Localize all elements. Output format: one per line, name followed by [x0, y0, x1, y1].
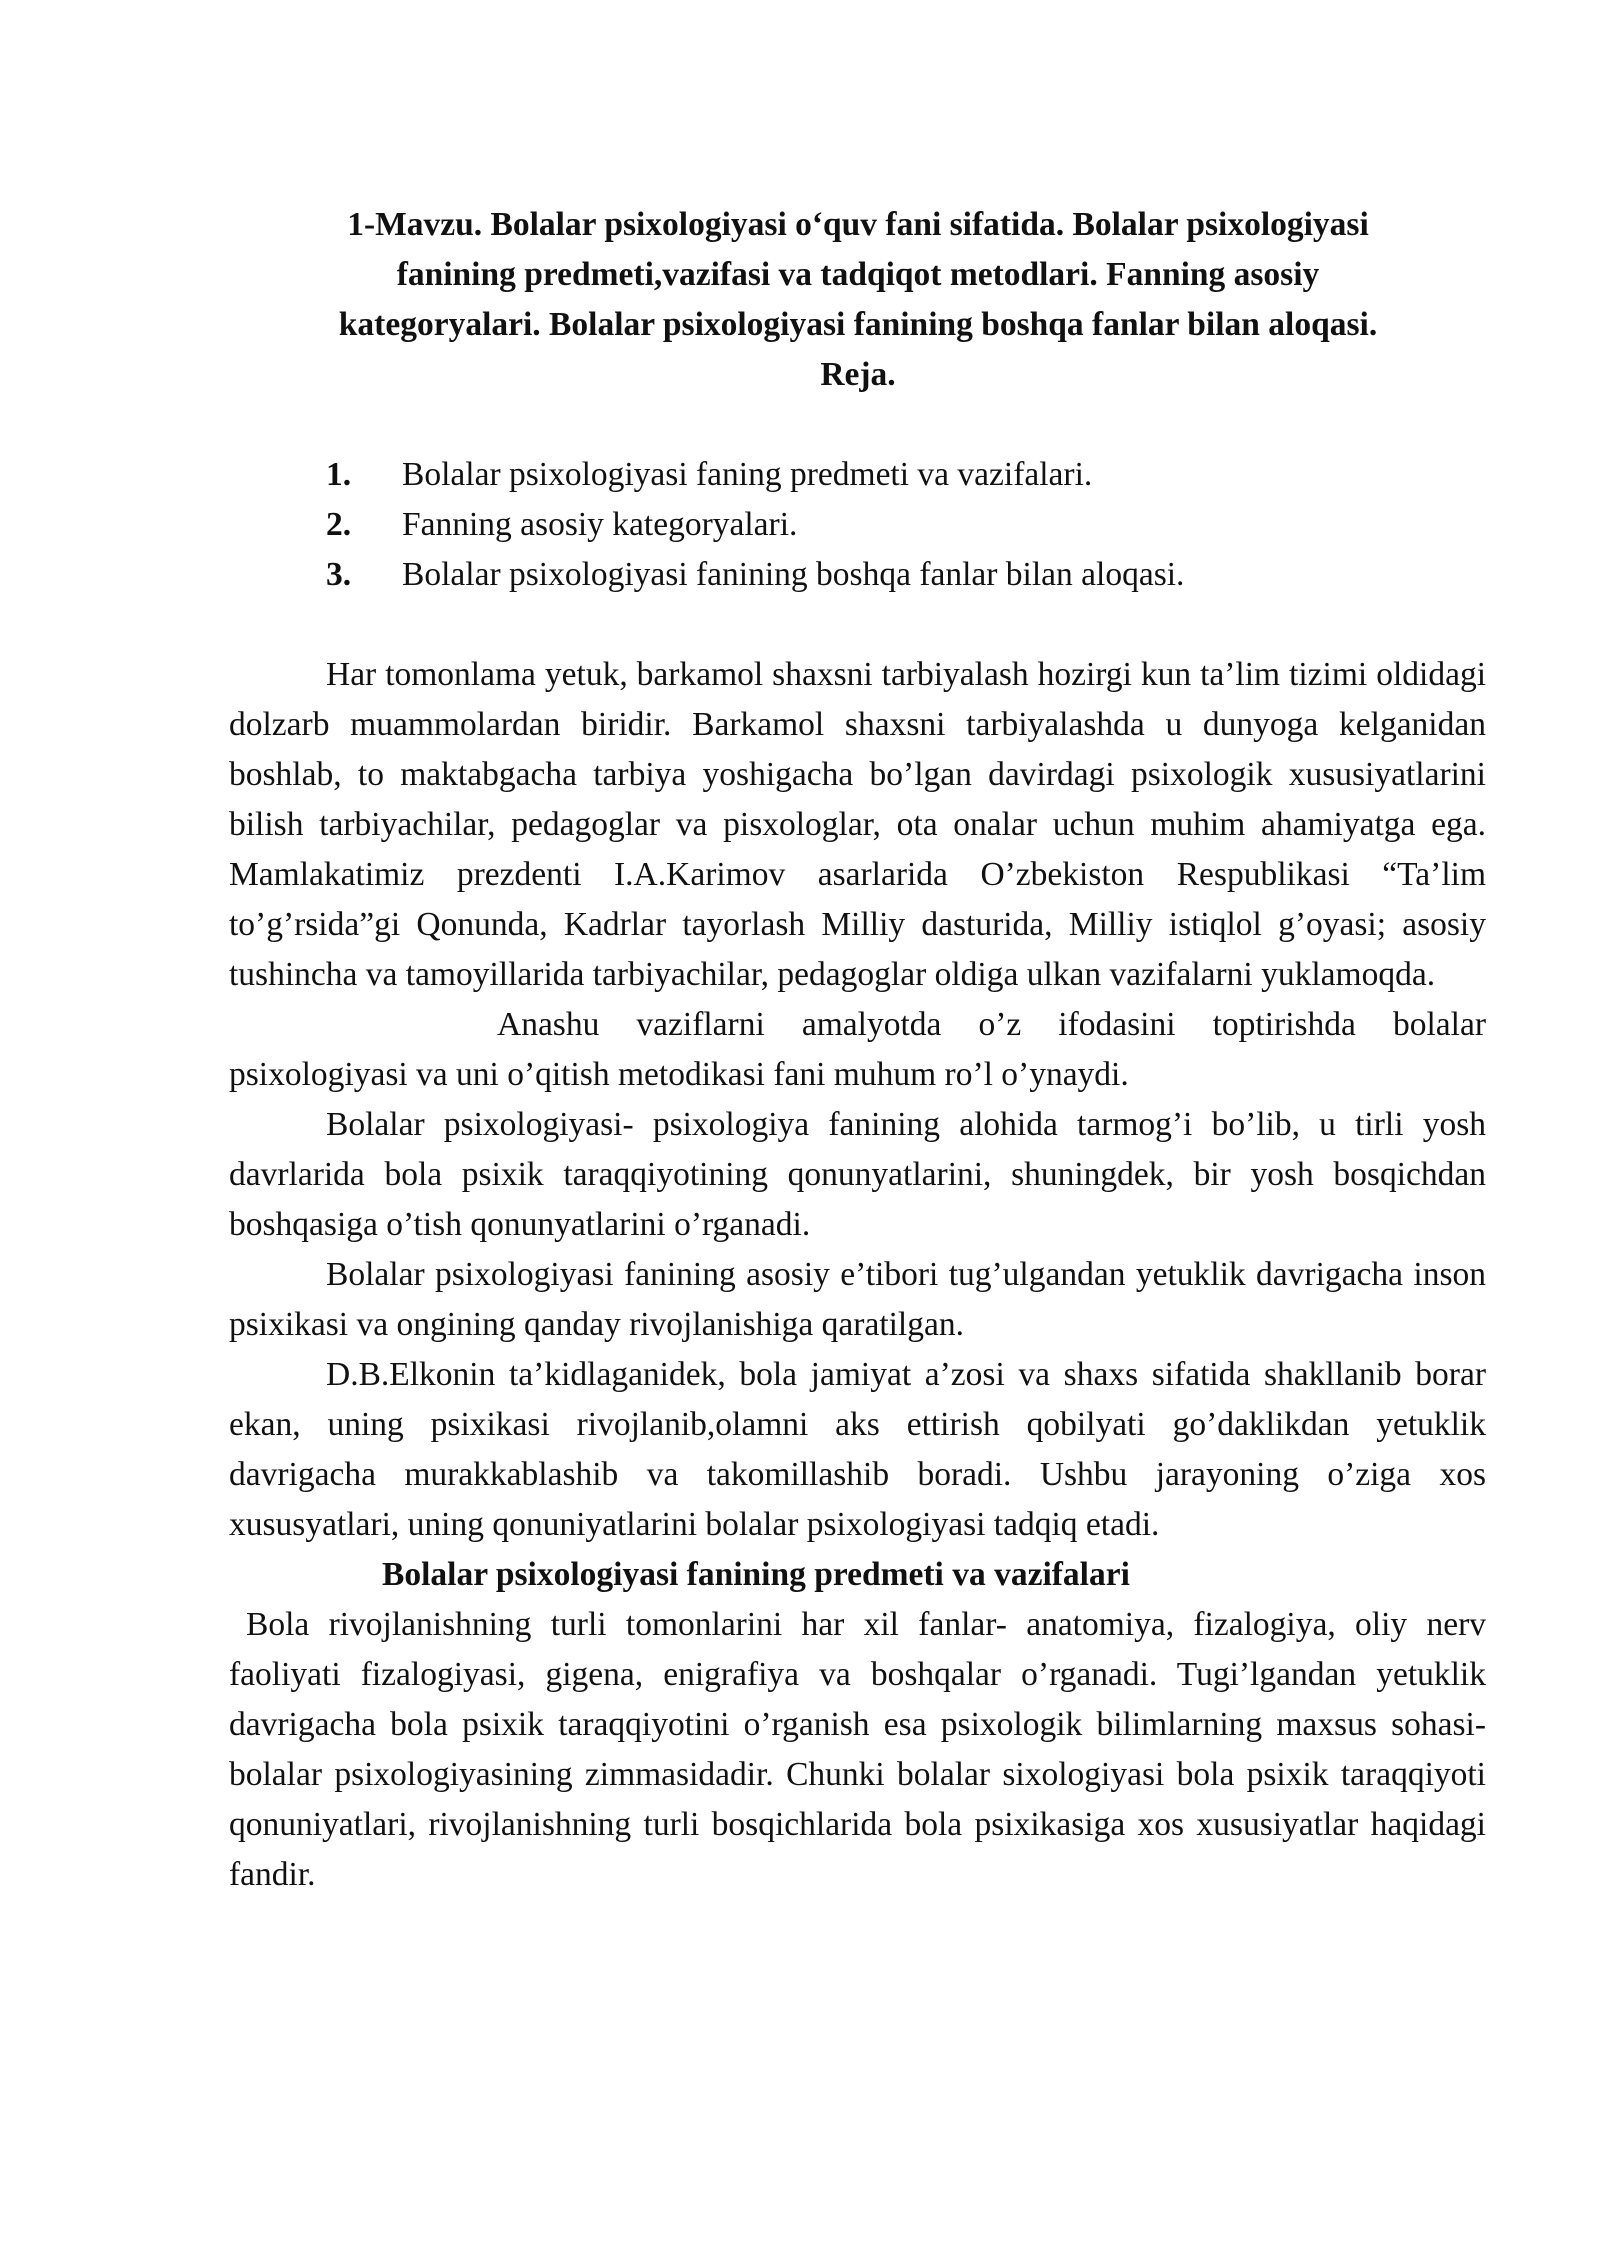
title-line: 1-Mavzu. Bolalar psixologiyasi o‘quv fani sifatida. Bolalar psixologiyasi [347, 206, 1369, 243]
section-heading: Bolalar psixologiyasi fanining predmeti va vazifalari [382, 1556, 1130, 1593]
plan-item-number: 2. [326, 506, 352, 543]
plan-item-number: 3. [326, 556, 352, 593]
body-paragraph: Har tomonlama yetuk, barkamol shaxsni tarbiyalash hozirgi kun ta’lim tizimi oldidagi dolzarb muammolardan biridir. Barkamol shaxsni tarbiyalashda u dunyoga kelganidan boshlab, to maktabgacha tarbiya yoshigacha bo’lgan davirdagi psixologik xususiyatlarini bilish tarbiyachilar, pedagoglar va pisxologlar, ota onalar uchun muhim ahamiyatga ega. Mamlakatimiz prezdenti I.A.Karimov asarlarida O’zbekiston Respublikasi “Ta’lim to’g’rsida”gi Qonunda, Kadrlar tayorlash Milliy dasturida, Milliy istiqlol g’oyasi; asosiy tushincha va tamoyillarida tarbiyachilar, pedagoglar oldiga ulkan vazifalarni yuklamoqda. [229, 656, 1486, 993]
body-paragraph: Bolalar psixologiyasi fanining asosiy e’tibori tug’ulgandan yetuklik davrigacha inson psixikasi va ongining qanday rivojlanishiga qaratilgan. [229, 1256, 1486, 1343]
document-title [258, 200, 1458, 400]
body-paragraph: Anashu vaziflarni amalyotda o’z ifodasini toptirishda bolalar psixologiyasi va uni o’qitish metodikasi fani muhum ro’l o’ynaydi. [229, 1006, 1486, 1093]
plan-item-text: Bolalar psixologiyasi faning predmeti va vazifalari. [402, 456, 1093, 493]
title-line: fanining predmeti,vazifasi va tadqiqot metodlari. Fanning asosiy [396, 256, 1320, 293]
plan-item [326, 550, 1184, 600]
plan-item-number: 1. [326, 456, 352, 493]
plan-item [326, 450, 1184, 500]
body-paragraph: D.B.Elkonin ta’kidlaganidek, bola jamiyat a’zosi va shaxs sifatida shakllanib borar ekan, uning psixikasi rivojlanib,olamni aks ettirish qobilyati go’daklikdan yetuklik davrigacha murakkablashib va takomillashib boradi. Ushbu jarayoning o’ziga xos xususyatlari, uning qonuniyatlarini bolalar psixologiyasi tadqiq etadi. [229, 1356, 1486, 1543]
document-body [229, 650, 1486, 1900]
plan-list [326, 450, 1184, 600]
body-paragraph: Bolalar psixologiyasi- psixologiya fanining alohida tarmog’i bo’lib, u tirli yosh davrlarida bola psixik taraqqiyotining qonunyatlarini, shuningdek, bir yosh bosqichdan boshqasiga o’tish qonunyatlarini o’rganadi. [229, 1106, 1486, 1243]
title-line: kategoryalari. Bolalar psixologiyasi fanining boshqa fanlar bilan aloqasi. [338, 306, 1378, 343]
plan-item-text: Fanning asosiy kategoryalari. [402, 506, 798, 543]
plan-item-text: Bolalar psixologiyasi fanining boshqa fanlar bilan aloqasi. [402, 556, 1185, 593]
plan-heading: Reja. [820, 356, 896, 393]
section-paragraph: Bola rivojlanishning turli tomonlarini har xil fanlar- anatomiya, fizalogiya, oliy nerv faoliyati fizalogiyasi, gigena, enigrafiya va boshqalar o’rganadi. Tugi’lgandan yetuklik davrigacha bola psixik taraqqiyotini o’rganish esa psixologik bilimlarning maxsus sohasi-bolalar psixologiyasining zimmasidadir. Chunki bolalar sixologiyasi bola psixik taraqqiyoti qonuniyatlari, rivojlanishning turli bosqichlarida bola psixikasiga xos xususiyatlar haqidagi fandir. [229, 1606, 1486, 1893]
plan-item [326, 500, 1184, 550]
